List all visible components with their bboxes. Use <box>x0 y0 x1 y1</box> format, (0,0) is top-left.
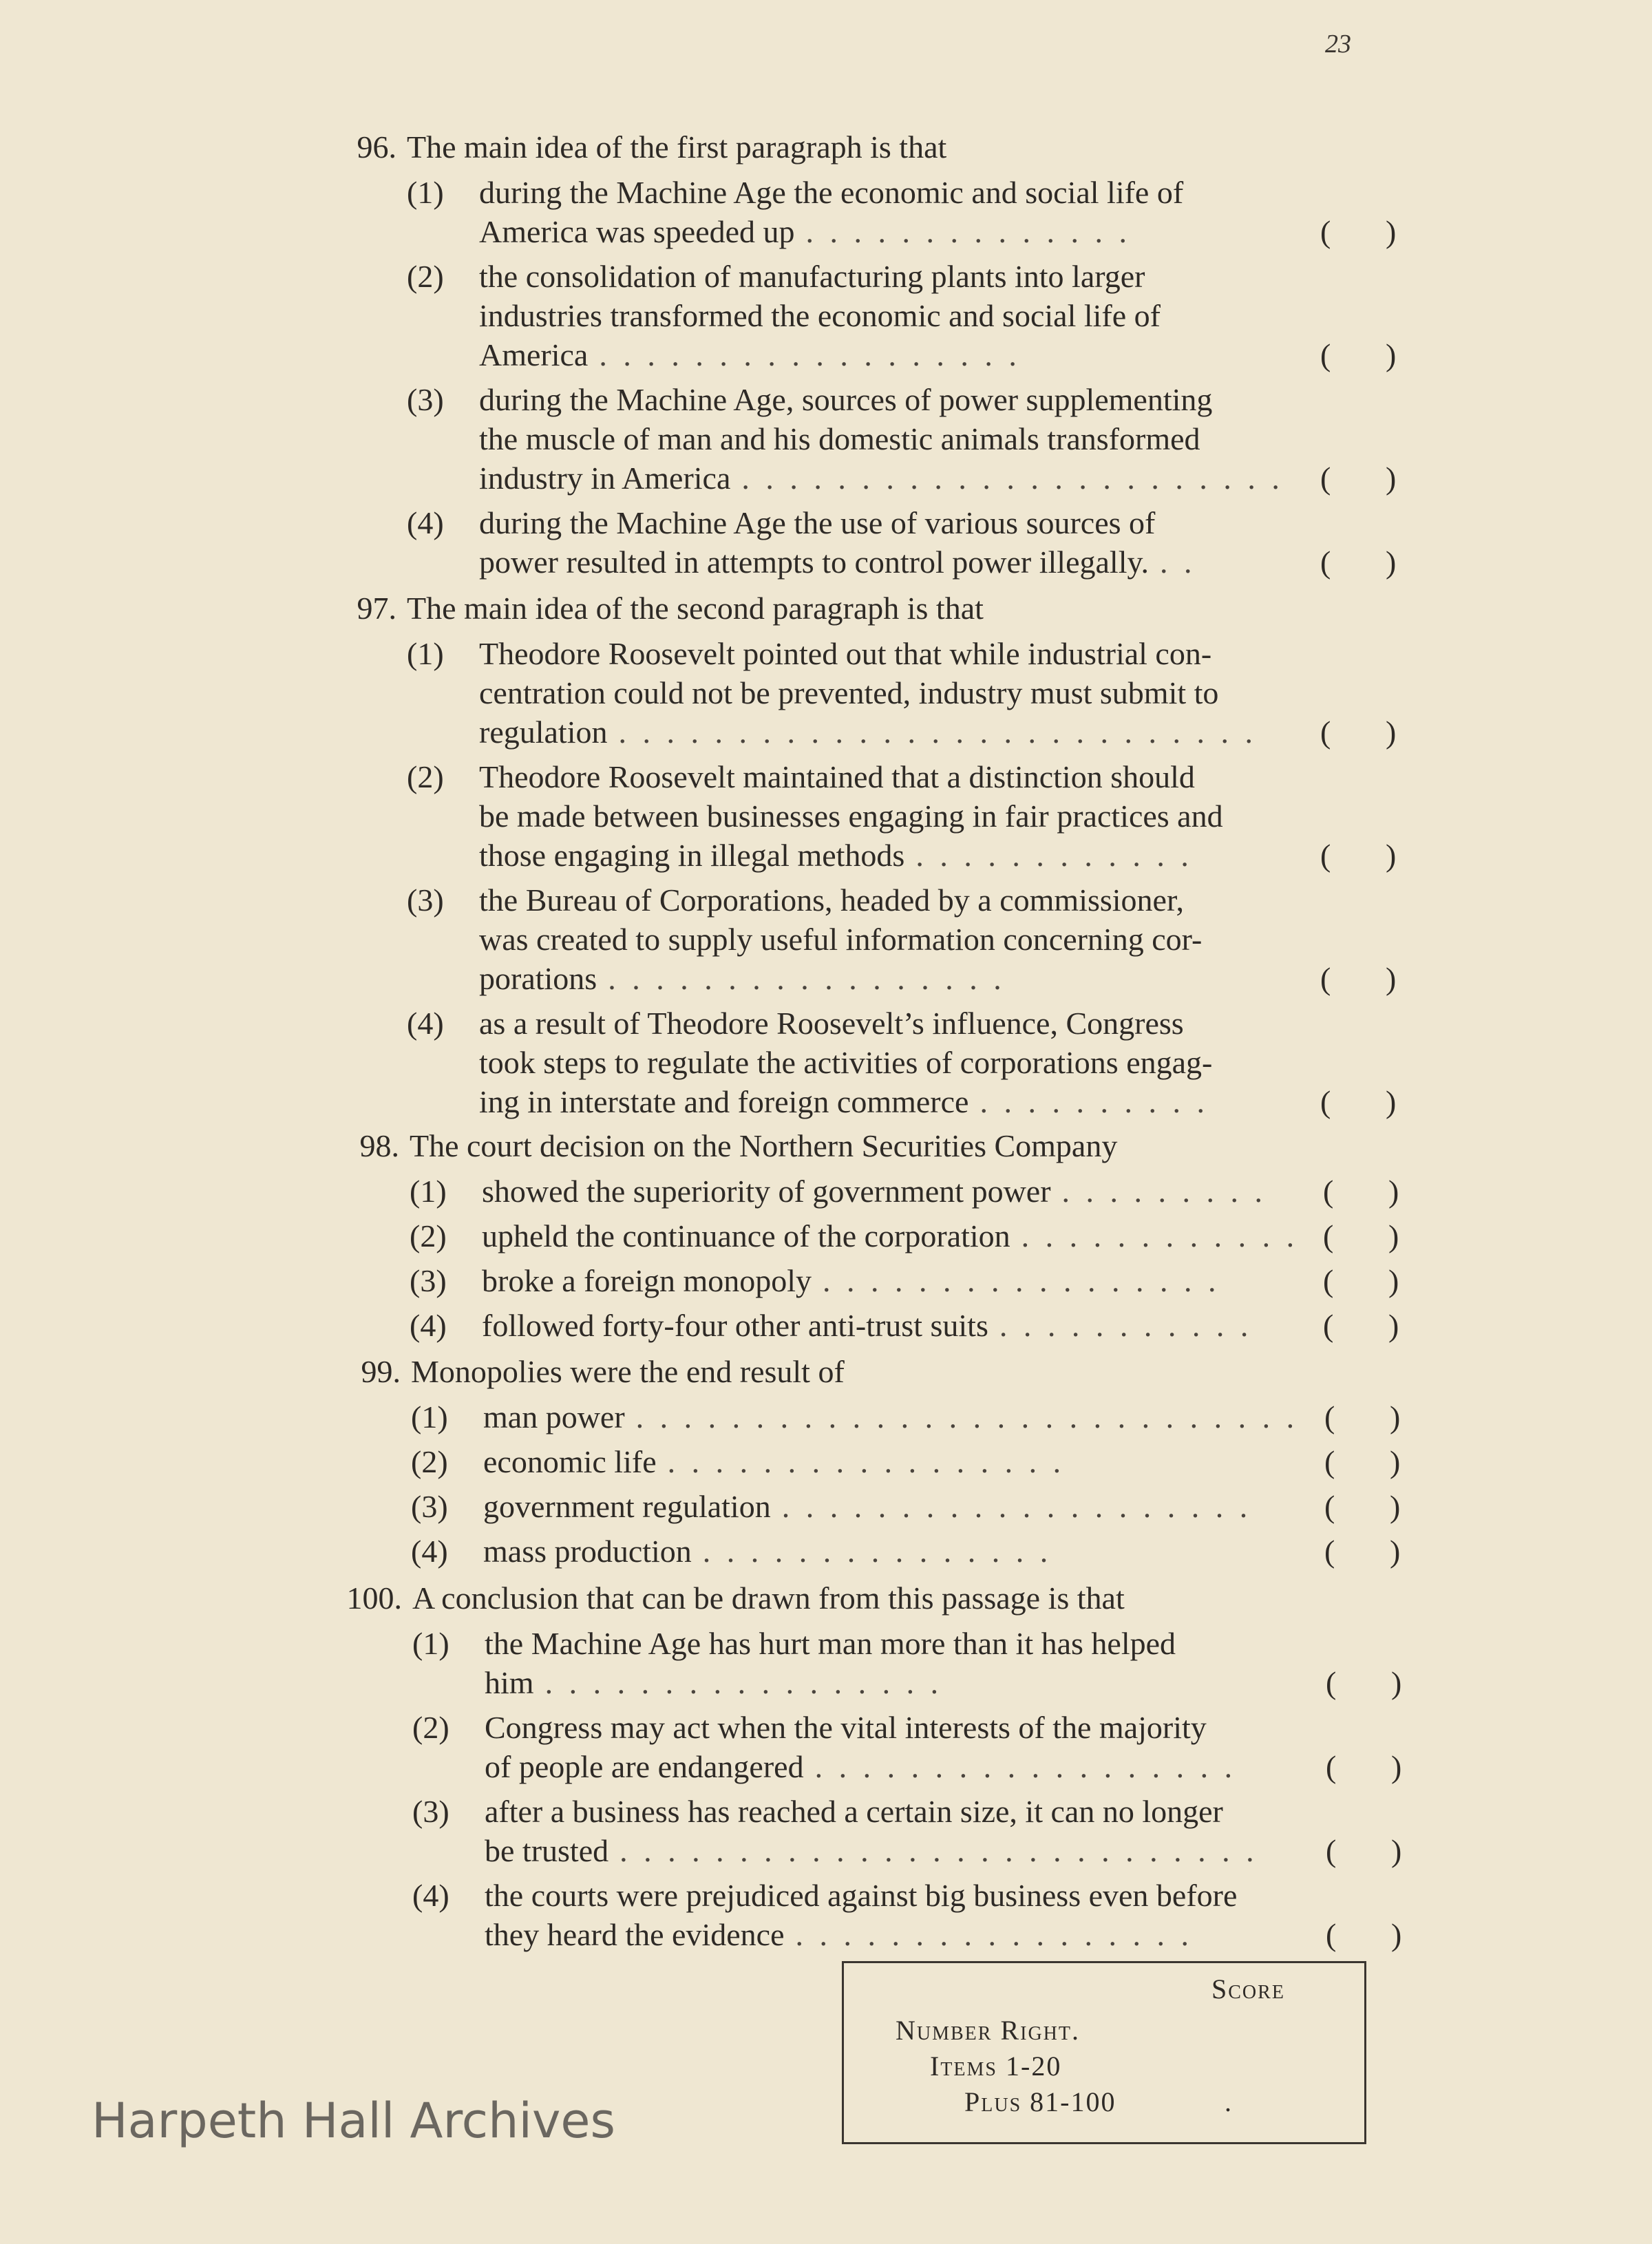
answer-blank-close: ) <box>1388 1308 1399 1343</box>
option-number: (3) <box>407 882 444 918</box>
answer-blank-close: ) <box>1391 1917 1402 1952</box>
option-line <box>479 1043 1326 1082</box>
option-line-text: was created to supply useful information concerning cor- <box>479 922 1203 957</box>
option-line <box>483 1532 1401 1571</box>
option-text <box>479 634 1397 752</box>
question-number: 96. <box>357 129 396 165</box>
dot-leader: . . . . . . . . . . . . . . . . . <box>608 961 1006 996</box>
dot-leader: . . . . . . . . . . . . . . . . . . . . . . . <box>741 461 1284 496</box>
option-line-text: followed forty-four other anti-trust suits <box>482 1308 988 1343</box>
option-line <box>482 1172 1399 1211</box>
answer-blank-open: ( <box>1320 961 1331 996</box>
option-number: (4) <box>411 1534 448 1569</box>
option-line <box>479 757 1326 796</box>
question-number: 100. <box>346 1580 402 1616</box>
dot-leader: . . . . . . . . . . . . . . . . . . <box>599 337 1021 372</box>
option-number: (1) <box>407 175 444 210</box>
option-line <box>479 257 1326 296</box>
option-number: (1) <box>412 1626 449 1661</box>
option-line-text: showed the superiority of government power <box>482 1174 1051 1209</box>
option-text <box>485 1792 1402 1870</box>
question-stem: The court decision on the Northern Securities Company <box>410 1128 1118 1163</box>
answer-option <box>333 1004 1397 1121</box>
question-stem: The main idea of the second paragraph is that <box>407 591 984 626</box>
dot-leader: . . . . . . . . . . <box>979 1084 1209 1119</box>
answer-blank-open: ( <box>1326 1833 1337 1868</box>
question-head <box>337 1352 1330 1392</box>
option-line <box>479 542 1397 582</box>
option-number: (3) <box>407 382 444 417</box>
answer-blank-open: ( <box>1320 1084 1331 1119</box>
option-line <box>479 673 1326 712</box>
answer-option <box>337 1442 1401 1481</box>
question <box>336 1126 1399 1345</box>
answer-blank-close: ) <box>1391 1749 1402 1784</box>
option-line-text: upheld the continuance of the corporation <box>482 1218 1010 1253</box>
answer-option <box>337 1532 1401 1571</box>
option-line <box>479 335 1397 374</box>
option-line <box>482 1261 1399 1300</box>
option-line-text: during the Machine Age the economic and social life of <box>479 175 1184 210</box>
answer-option <box>339 1708 1402 1786</box>
answer-blank-open: ( <box>1323 1263 1334 1298</box>
answer-blank-close: ) <box>1386 544 1397 580</box>
option-line <box>483 1442 1401 1481</box>
dot-leader: . . . . . . . . . . . . . . . . . . <box>814 1749 1237 1784</box>
dot-leader: . . . . . . . . . . . . . . . . . . . . . . . . . . . . <box>635 1399 1299 1435</box>
option-line-text: be made between businesses engaging in fair practices and <box>479 798 1223 834</box>
answer-option <box>333 880 1397 998</box>
option-line <box>479 458 1397 498</box>
option-line <box>482 1216 1399 1256</box>
option-number: (2) <box>411 1444 448 1479</box>
answer-blank-open: ( <box>1320 214 1331 249</box>
option-text <box>479 257 1397 374</box>
option-number: (2) <box>407 759 444 794</box>
option-line <box>479 712 1397 752</box>
option-number: (3) <box>412 1794 449 1829</box>
option-number: (4) <box>407 1006 444 1041</box>
dot-leader: . . . . . . . . . . . . . . . . . <box>667 1444 1066 1479</box>
dot-leader: . . . . . . . . . . . . . . . . . <box>544 1665 943 1700</box>
answer-option <box>336 1172 1399 1211</box>
option-line-text: man power <box>483 1399 625 1435</box>
archive-watermark: Harpeth Hall Archives <box>92 2093 615 2149</box>
answer-blank-close: ) <box>1390 1489 1401 1524</box>
option-line-text: during the Machine Age, sources of power supplementing <box>479 382 1213 417</box>
question-number: 98. <box>359 1128 399 1163</box>
dot-leader: . . . . . . . . . . . . . . . . . <box>823 1263 1220 1298</box>
option-text <box>479 757 1397 875</box>
question-stem: The main idea of the first paragraph is that <box>407 129 947 165</box>
answer-blank-open: ( <box>1320 337 1331 372</box>
option-number: (2) <box>412 1710 449 1745</box>
option-line-text: after a business has reached a certain size, it can no longer <box>485 1794 1223 1829</box>
option-line-text: the consolidation of manufacturing plants into larger <box>479 259 1145 294</box>
option-line-text: ing in interstate and foreign commerce <box>479 1084 969 1119</box>
answer-blank-close: ) <box>1390 1399 1401 1435</box>
answer-blank-close: ) <box>1390 1534 1401 1569</box>
answer-option <box>336 1261 1399 1300</box>
question-number: 99. <box>361 1354 401 1389</box>
option-text <box>485 1708 1402 1786</box>
option-line <box>479 959 1397 998</box>
dot-leader: . . . . . . . . . <box>1061 1174 1267 1209</box>
answer-blank-open: ( <box>1320 544 1331 580</box>
answer-blank-open: ( <box>1324 1444 1335 1479</box>
question-head <box>336 1126 1328 1166</box>
answer-blank-close: ) <box>1391 1833 1402 1868</box>
question-head <box>339 1578 1331 1618</box>
option-line-text: America was speeded up <box>479 214 795 249</box>
answer-blank-open: ( <box>1324 1534 1335 1569</box>
option-number: (1) <box>410 1174 447 1209</box>
option-line-text: regulation <box>479 715 608 750</box>
dot-leader: . . . . . . . . . . . . <box>1021 1218 1299 1253</box>
option-line <box>479 212 1397 251</box>
option-number: (4) <box>412 1878 449 1913</box>
option-line-text: economic life <box>483 1444 657 1479</box>
option-number: (3) <box>411 1489 448 1524</box>
option-number: (1) <box>411 1399 448 1435</box>
answer-option <box>333 757 1397 875</box>
option-number: (4) <box>410 1308 447 1343</box>
answer-option <box>336 1216 1399 1256</box>
answer-blank-open: ( <box>1323 1308 1334 1343</box>
option-line-text: broke a foreign monopoly <box>482 1263 812 1298</box>
option-text <box>485 1624 1402 1702</box>
answer-blank-close: ) <box>1386 337 1397 372</box>
score-number-right: Number Right. <box>896 2015 1081 2046</box>
option-line-text: mass production <box>483 1534 692 1569</box>
option-line <box>479 419 1326 458</box>
option-number: (2) <box>407 259 444 294</box>
option-line <box>479 836 1397 875</box>
option-line-text: industry in America <box>479 461 731 496</box>
answer-blank-close: ) <box>1388 1174 1399 1209</box>
answer-blank-close: ) <box>1386 461 1397 496</box>
question <box>333 589 1397 1121</box>
option-text <box>482 1306 1399 1345</box>
answer-option <box>333 257 1397 374</box>
answer-blank-close: ) <box>1390 1444 1401 1479</box>
dot-leader: . . . . . . . . . . . . . . . . . . . . . . . . . . . <box>618 715 1257 750</box>
option-line-text: those engaging in illegal methods <box>479 838 905 873</box>
option-line <box>479 1004 1326 1043</box>
answer-blank-close: ) <box>1386 214 1397 249</box>
option-line-text: of people are endangered <box>485 1749 804 1784</box>
option-line-text: him <box>485 1665 534 1700</box>
answer-option <box>336 1306 1399 1345</box>
option-line-text: Congress may act when the vital interests of the majority <box>485 1710 1207 1745</box>
score-box <box>842 1961 1366 2144</box>
question-stem: A conclusion that can be drawn from this passage is that <box>412 1580 1125 1616</box>
dot-leader: . . . . . . . . . . . . <box>915 838 1193 873</box>
option-line <box>479 634 1326 673</box>
option-line-text: industries transformed the economic and social life of <box>479 298 1161 333</box>
dot-leader: . . <box>1160 544 1196 580</box>
answer-blank-open: ( <box>1324 1489 1335 1524</box>
option-line-text: Theodore Roosevelt maintained that a distinction should <box>479 759 1195 794</box>
dot-leader: . . . . . . . . . . . <box>999 1308 1253 1343</box>
option-line <box>479 296 1326 335</box>
question-head <box>333 127 1326 167</box>
dot-leader: . . . . . . . . . . . . . . <box>805 214 1132 249</box>
option-line <box>482 1306 1399 1345</box>
question-head <box>333 589 1326 628</box>
answer-blank-open: ( <box>1326 1665 1337 1700</box>
option-line <box>479 796 1326 836</box>
option-text <box>479 503 1397 582</box>
option-text <box>483 1487 1401 1526</box>
option-line-text: America <box>479 337 589 372</box>
answer-blank-open: ( <box>1326 1749 1337 1784</box>
option-line-text: power resulted in attempts to control power illegally. <box>479 544 1149 580</box>
answer-blank-open: ( <box>1324 1399 1335 1435</box>
answer-blank-open: ( <box>1323 1218 1334 1253</box>
option-line-text: took steps to regulate the activities of corporations engag- <box>479 1045 1213 1080</box>
answer-blank-open: ( <box>1326 1917 1337 1952</box>
option-text <box>483 1442 1401 1481</box>
answer-blank-close: ) <box>1386 1084 1397 1119</box>
option-line-text: during the Machine Age the use of various sources of <box>479 505 1156 540</box>
option-line <box>479 503 1326 542</box>
score-plus-range: Plus 81-100 <box>964 2086 1116 2117</box>
option-line <box>485 1831 1402 1870</box>
dot-leader: . . . . . . . . . . . . . . . . . . . . . . . . . . . <box>620 1833 1258 1868</box>
option-line <box>479 1082 1397 1121</box>
option-number: (1) <box>407 636 444 671</box>
answer-option <box>337 1487 1401 1526</box>
option-text <box>482 1216 1399 1256</box>
answer-option <box>333 380 1397 498</box>
option-line <box>479 920 1326 959</box>
option-line-text: they heard the evidence <box>485 1917 785 1952</box>
option-text <box>479 380 1397 498</box>
answer-blank-open: ( <box>1323 1174 1334 1209</box>
answer-option <box>339 1624 1402 1702</box>
option-line <box>485 1708 1331 1747</box>
option-line-text: the muscle of man and his domestic animals transformed <box>479 421 1200 456</box>
score-blank-dot: . <box>1225 2086 1233 2117</box>
question-number: 97. <box>357 591 396 626</box>
option-line <box>485 1663 1402 1702</box>
option-line-text: government regulation <box>483 1489 771 1524</box>
answer-blank-close: ) <box>1391 1665 1402 1700</box>
option-text <box>482 1172 1399 1211</box>
answer-option <box>339 1876 1402 1954</box>
option-text <box>483 1397 1401 1437</box>
option-line <box>485 1747 1402 1786</box>
question <box>337 1352 1401 1571</box>
dot-leader: . . . . . . . . . . . . . . . . . <box>795 1917 1193 1952</box>
answer-blank-close: ) <box>1386 961 1397 996</box>
option-line-text: as a result of Theodore Roosevelt’s influence, Congress <box>479 1006 1184 1041</box>
answer-option <box>337 1397 1401 1437</box>
option-line-text: porations <box>479 961 597 996</box>
dot-leader: . . . . . . . . . . . . . . . <box>702 1534 1052 1569</box>
option-line-text: centration could not be prevented, industry must submit to <box>479 675 1219 710</box>
option-line-text: the Machine Age has hurt man more than it has helped <box>485 1626 1176 1661</box>
option-line <box>485 1624 1331 1663</box>
option-text <box>485 1876 1402 1954</box>
option-text <box>482 1261 1399 1300</box>
answer-option <box>339 1792 1402 1870</box>
answer-option <box>333 503 1397 582</box>
dot-leader: . . . . . . . . . . . . . . . . . . . . <box>781 1489 1252 1524</box>
option-line-text: the courts were prejudiced against big business even before <box>485 1878 1238 1913</box>
option-line <box>483 1397 1401 1437</box>
answer-blank-open: ( <box>1320 461 1331 496</box>
question <box>333 127 1397 582</box>
page-number: 23 <box>1325 30 1351 59</box>
option-number: (2) <box>410 1218 447 1253</box>
score-title: Score <box>1211 1973 1285 2004</box>
option-line-text: the Bureau of Corporations, headed by a commissioner, <box>479 882 1184 918</box>
option-line <box>485 1915 1402 1954</box>
option-number: (3) <box>410 1263 447 1298</box>
option-line <box>483 1487 1401 1526</box>
question <box>339 1578 1402 1954</box>
answer-blank-close: ) <box>1386 838 1397 873</box>
score-items-range: Items 1-20 <box>930 2051 1062 2082</box>
option-line <box>479 173 1326 212</box>
option-line-text: Theodore Roosevelt pointed out that while industrial con- <box>479 636 1212 671</box>
option-text <box>479 173 1397 251</box>
answer-blank-close: ) <box>1388 1218 1399 1253</box>
option-text <box>483 1532 1401 1571</box>
option-text <box>479 1004 1397 1121</box>
question-stem: Monopolies were the end result of <box>411 1354 845 1389</box>
option-number: (4) <box>407 505 444 540</box>
option-line <box>479 380 1326 419</box>
option-line <box>479 880 1326 920</box>
option-line-text: be trusted <box>485 1833 609 1868</box>
answer-option <box>333 173 1397 251</box>
answer-option <box>333 634 1397 752</box>
option-text <box>479 880 1397 998</box>
answer-blank-open: ( <box>1320 838 1331 873</box>
option-line <box>485 1876 1331 1915</box>
answer-blank-close: ) <box>1386 715 1397 750</box>
option-line <box>485 1792 1331 1831</box>
answer-blank-close: ) <box>1388 1263 1399 1298</box>
answer-blank-open: ( <box>1320 715 1331 750</box>
